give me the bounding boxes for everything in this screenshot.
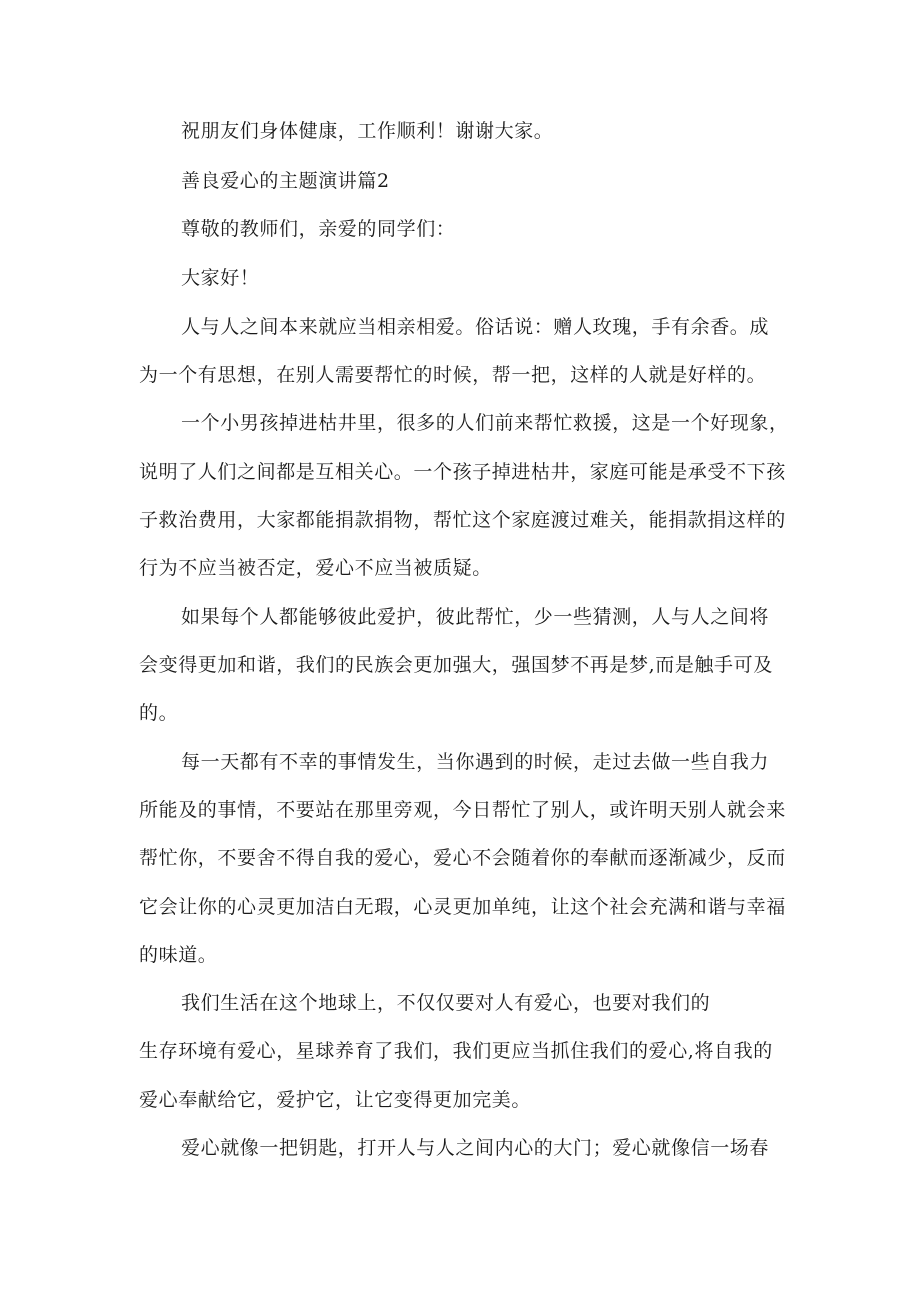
paragraph-line: 所能及的事情，不要站在那里旁观，今日帮忙了别人，或许明天别人就会来: [139, 799, 786, 821]
paragraph-line: 说明了人们之间都是互相关心。一个孩子掉进枯井，家庭可能是承受不下孩: [139, 461, 786, 483]
paragraph-line: 生存环境有爱心，星球养育了我们，我们更应当抓住我们的爱心,将自我的: [139, 1040, 773, 1062]
paragraph-line: 的。: [139, 702, 179, 724]
paragraph-line: 人与人之间本来就应当相亲相爱。俗话说：赠人玫瑰，手有余香。成: [181, 316, 770, 338]
paragraph-line: 会变得更加和谐，我们的民族会更加强大，强国梦不再是梦,而是触手可及: [139, 654, 773, 676]
paragraph-line: 为一个有思想，在别人需要帮忙的时候，帮一把，这样的人就是好样的。: [139, 364, 767, 386]
section-heading: 善良爱心的主题演讲篇2: [181, 170, 390, 192]
closing-line: 祝朋友们身体健康，工作顺利！谢谢大家。: [181, 120, 554, 142]
paragraph-line: 爱心奉献给它，爱护它，让它变得更加完美。: [139, 1089, 532, 1111]
paragraph-line: 子救治费用，大家都能捐款捐物，帮忙这个家庭渡过难关，能捐款捐这样的: [139, 509, 786, 531]
paragraph-line: 爱心就像一把钥匙，打开人与人之间内心的大门；爱心就像信一场春: [181, 1137, 770, 1159]
paragraph-line: 我们生活在这个地球上，不仅仅要对人有爱心，也要对我们的: [181, 992, 711, 1014]
paragraph-line: 帮忙你，不要舍不得自我的爱心，爱心不会随着你的奉献而逐渐减少，反而: [139, 847, 786, 869]
paragraph-line: 的味道。: [139, 944, 218, 966]
paragraph-line: 如果每个人都能够彼此爱护，彼此帮忙，少一些猜测，人与人之间将: [181, 606, 770, 628]
paragraph-line: 行为不应当被否定，爱心不应当被质疑。: [139, 557, 492, 579]
greeting: 大家好！: [181, 267, 260, 289]
paragraph-line: 它会让你的心灵更加洁白无瑕，心灵更加单纯，让这个社会充满和谐与幸福: [139, 896, 786, 918]
paragraph-line: 一个小男孩掉进枯井里，很多的人们前来帮忙救援，这是一个好现象，: [181, 412, 789, 434]
salutation: 尊敬的教师们，亲爱的同学们：: [181, 218, 456, 240]
paragraph-line: 每一天都有不幸的事情发生，当你遇到的时候，走过去做一些自我力: [181, 751, 770, 773]
